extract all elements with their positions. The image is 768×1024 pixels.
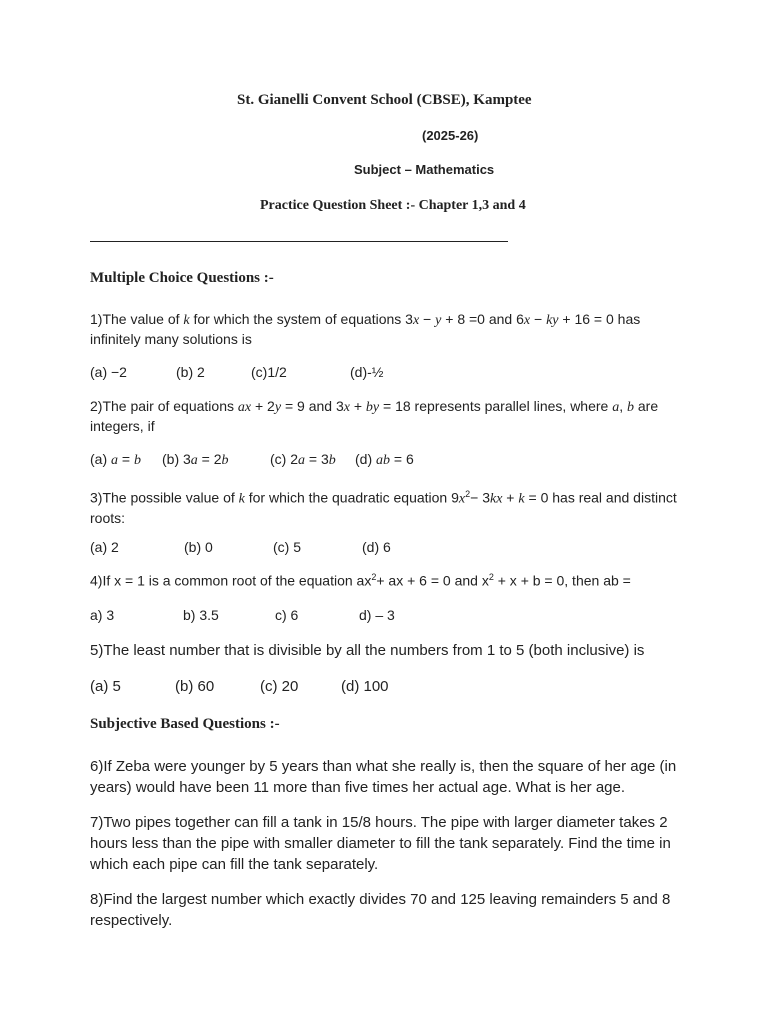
q1-option-d: (d)-½	[350, 364, 384, 380]
q2-option-c: (c) 2a = 3b	[270, 451, 336, 468]
question-7: 7)Two pipes together can fill a tank in 15/8 hours. The pipe with larger diameter takes 2 hours less than the pipe with smaller diameter to fill the tank separately. Find the time in which each pipe can fill the tank separately.	[90, 814, 671, 873]
q3-option-b: (b) 0	[184, 539, 213, 555]
q2-option-a: (a) a = b	[90, 451, 141, 468]
header-divider	[90, 241, 508, 242]
question-6: 6)If Zeba were younger by 5 years than what she really is, then the square of her age (in years) would have been 11 more than five times her actual age. What is her age.	[90, 758, 677, 796]
q3-option-d: (d) 6	[362, 539, 391, 555]
question-8: 8)Find the largest number which exactly divides 70 and 125 leaving remainders 5 and 8 respectively.	[90, 891, 671, 929]
subject-line: Subject – Mathematics	[354, 162, 495, 177]
question-5: 5)The least number that is divisible by all the numbers from 1 to 5 (both inclusive) is	[90, 642, 645, 659]
q4-option-a: a) 3	[90, 607, 115, 623]
q2-option-b: (b) 3a = 2b	[162, 451, 229, 468]
school-name: St. Gianelli Convent School (CBSE), Kamptee	[237, 92, 532, 108]
q4-option-b: b) 3.5	[183, 607, 219, 623]
q5-option-a: (a) 5	[90, 678, 121, 695]
q1-option-b: (b) 2	[176, 364, 205, 380]
q5-option-d: (d) 100	[341, 678, 389, 695]
academic-year: (2025-26)	[422, 128, 479, 143]
question-2: 2)The pair of equations ax + 2y = 9 and 3x + by = 18 represents parallel lines, where a, b are integers, if	[90, 398, 659, 434]
subjective-heading: Subjective Based Questions :-	[90, 716, 280, 732]
q3-option-c: (c) 5	[273, 539, 301, 555]
sheet-title: Practice Question Sheet :- Chapter 1,3 and 4	[260, 198, 526, 213]
q4-option-c: c) 6	[275, 607, 299, 623]
q1-option-a: (a) −2	[90, 364, 127, 380]
q5-option-b: (b) 60	[175, 678, 215, 695]
q4-option-d: d) – 3	[359, 607, 395, 623]
q1-option-c: (c)1/2	[251, 364, 287, 380]
q3-option-a: (a) 2	[90, 539, 119, 555]
q2-option-d: (d) ab = 6	[355, 451, 414, 468]
question-4: 4)If x = 1 is a common root of the equation $ax^2+$ ax + 6 = 0 and $x^2 + x + b = 0$, then ab =	[90, 572, 631, 589]
question-1: 1)The value of k for which the system of equations 3x − y + 8 =0 and 6x − ky + 16 = 0 has infinitely many solutions is	[90, 311, 641, 347]
mcq-heading: Multiple Choice Questions :-	[90, 270, 274, 286]
q5-option-c: (c) 20	[260, 678, 299, 695]
question-3: 3)The possible value of k for which the quadratic equation $9x^2- 3kx + k = 0$ has real and distinct roots:	[90, 489, 677, 526]
